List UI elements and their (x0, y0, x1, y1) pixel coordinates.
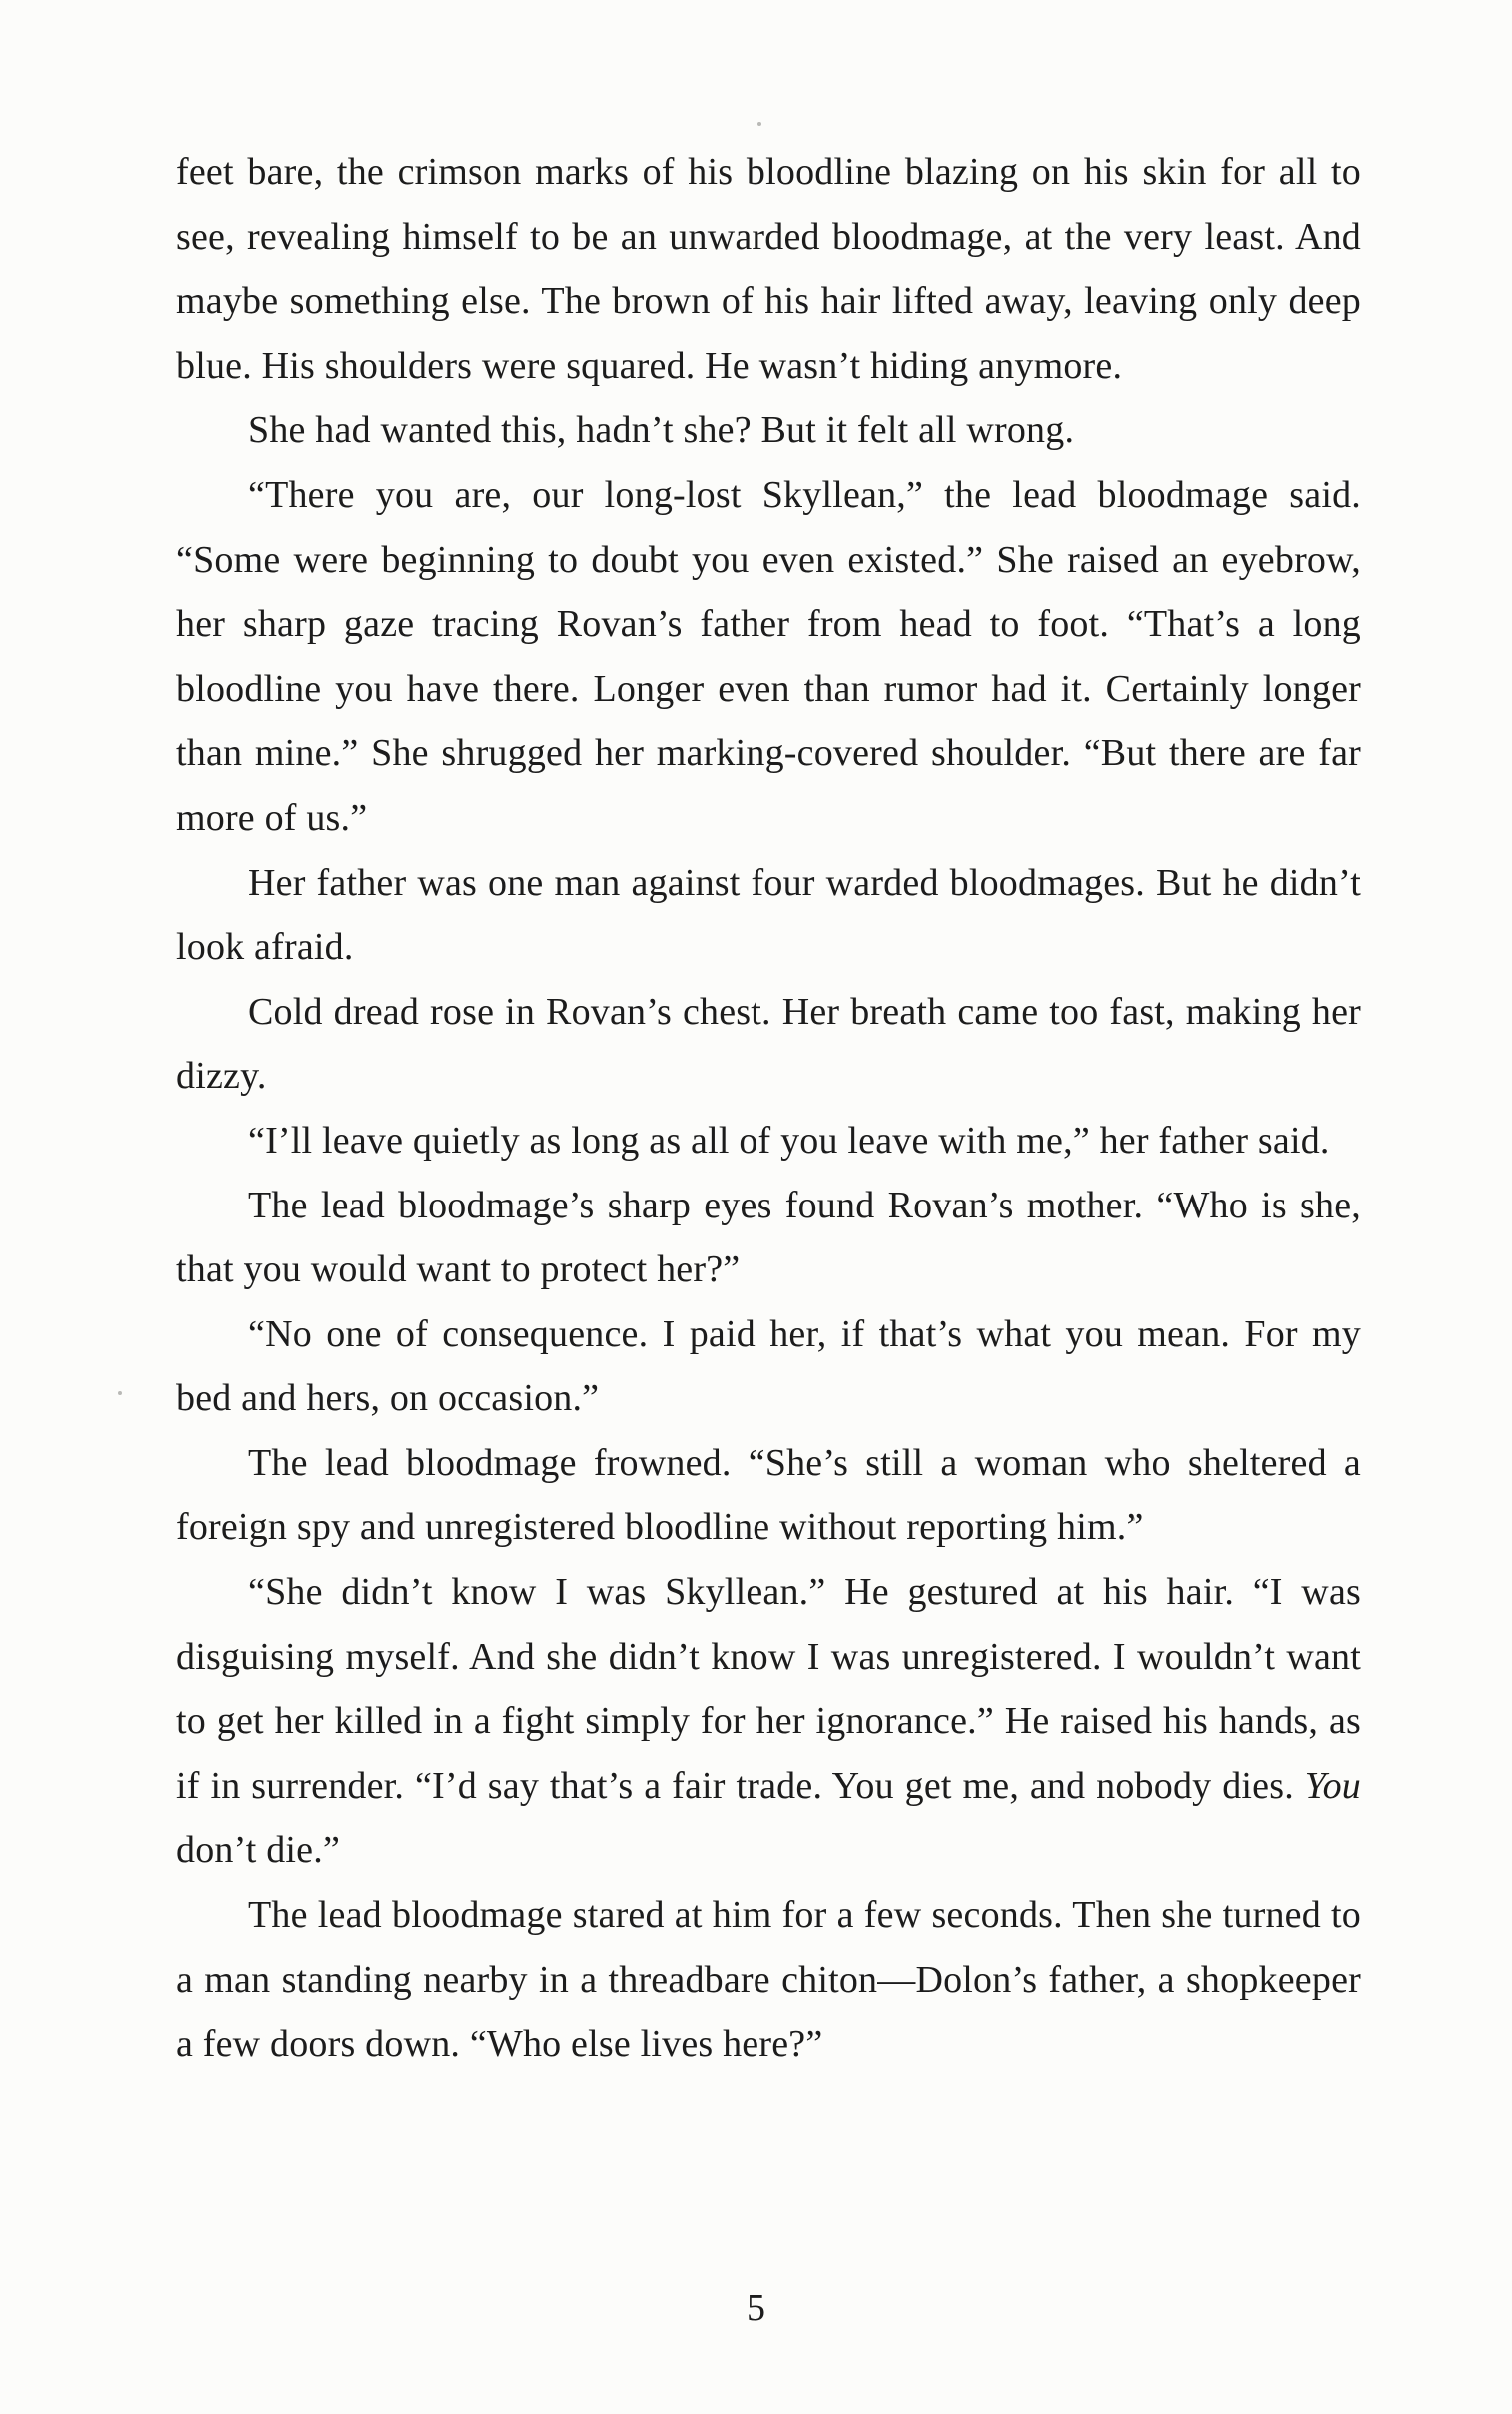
paragraph-8: “No one of consequence. I paid her, if that’s what you mean. For my bed and hers, on occasion.” (176, 1312, 1361, 1420)
paragraph-2: She had wanted this, hadn’t she? But it felt all wrong. (248, 409, 1075, 452)
paragraph-11: The lead bloodmage stared at him for a few seconds. Then she turned to a man standing nearby in a threadbare chiton—Dolon’s father, a shopkeeper a few doors down. “Who else lives here?” (176, 1894, 1361, 2066)
paragraph-5: Cold dread rose in Rovan’s chest. Her breath came too fast, making her dizzy. (176, 990, 1361, 1098)
paragraph-10-italic: You (1304, 1764, 1361, 1807)
paragraph-3: “There you are, our long-lost Skyllean,” the lead bloodmage said. “Some were beginning to doubt you even existed.” She raised an eyebrow, her sharp gaze tracing Rovan’s father from head to foot. “That’s a long bloodline you have there. Longer even than rumor had it. Certainly longer than mine.” She shrugged her marking-covered shoulder. “But there are far more of us.” (176, 473, 1361, 839)
page-number: 5 (747, 2287, 765, 2329)
paragraph-10-text: “She didn’t know I was Skyllean.” He gestured at his hair. “I was disguising myself. And she didn’t know I was unregistered. I wouldn’t want to get her killed in a fight simply for her ignorance.” He raised his hands, as if in surrender. “I’d say that’s a fair trade. You get me, and nobody dies. (176, 1571, 1361, 1807)
paper-speck (757, 122, 761, 126)
body-text (176, 140, 1361, 2077)
paragraph-4: Her father was one man against four warded bloodmages. But he didn’t look afraid. (176, 861, 1361, 969)
paragraph-6: “I’ll leave quietly as long as all of you leave with me,” her father said. (248, 1119, 1330, 1162)
paragraph-10 (176, 1560, 1361, 1883)
paragraph-9: The lead bloodmage frowned. “She’s still a woman who sheltered a foreign spy and unregistered bloodline without reporting him.” (176, 1441, 1361, 1549)
paragraph-10-text-end: don’t die.” (176, 1829, 341, 1872)
paragraph-1: feet bare, the crimson marks of his bloodline blazing on his skin for all to see, revealing himself to be an unwarded bloodmage, at the very least. And maybe something else. The brown of his hair lifted away, leaving only deep blue. His shoulders were squared. He wasn’t hiding anymore. (176, 151, 1361, 387)
paper-speck (118, 1391, 122, 1395)
paragraph-7: The lead bloodmage’s sharp eyes found Rovan’s mother. “Who is she, that you would want to protect her?” (176, 1184, 1361, 1291)
